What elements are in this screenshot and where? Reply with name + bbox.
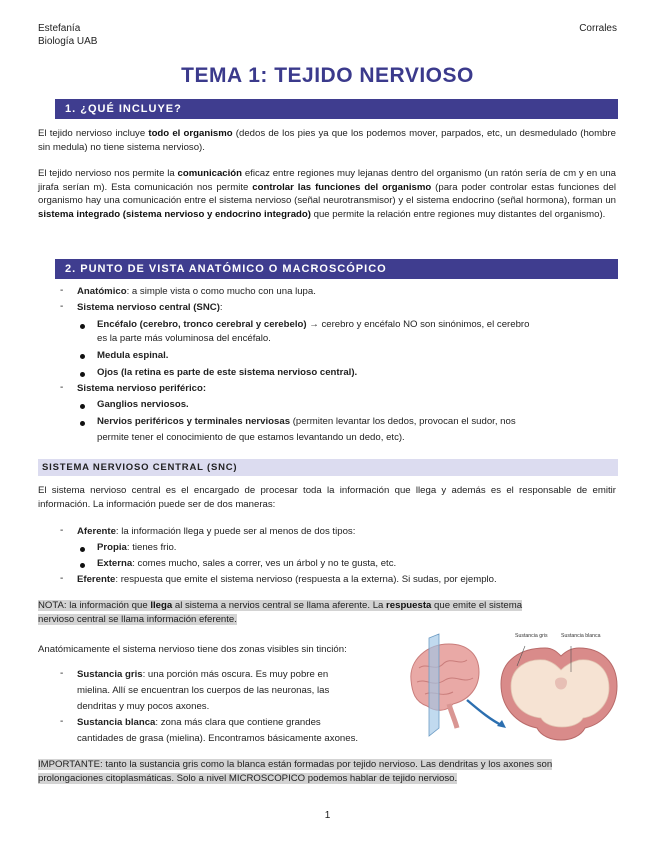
list-item: Nervios periféricos y terminales nerviosas (permiten levantar los dedos, provocan el sudor, nos bbox=[97, 416, 516, 427]
course-name: Biología UAB bbox=[38, 36, 98, 47]
bullet-icon bbox=[80, 404, 85, 409]
dash-marker: - bbox=[60, 573, 64, 584]
nota-paragraph: NOTA: la información que llega al sistema a nervios central se llama aferente. La respuesta que emite el sistema nervioso central se llama información eferente. bbox=[38, 600, 523, 625]
page-title: TEMA 1: TEJIDO NERVIOSO bbox=[181, 64, 474, 87]
dash-marker: - bbox=[60, 668, 64, 679]
white-matter-label: Sustancia blanca bbox=[561, 633, 601, 639]
list-item: Encéfalo (cerebro, tronco cerebral y cerebelo) → cerebro y encéfalo NO son sinónimos, el cerebro bbox=[97, 319, 530, 330]
bullet-icon bbox=[80, 563, 85, 568]
list-item: Anatómico: a simple vista o como mucho con una lupa. bbox=[77, 286, 316, 297]
dash-marker: - bbox=[60, 716, 64, 727]
list-item: Ganglios nerviosos. bbox=[97, 399, 189, 410]
list-item: Propia: tienes frio. bbox=[97, 542, 177, 553]
bullet-icon bbox=[80, 372, 85, 377]
list-item: Sustancia blanca: zona más clara que contiene grandes bbox=[77, 717, 321, 728]
author-first-name: Estefanía bbox=[38, 23, 81, 34]
snc-heading: SISTEMA NERVIOSO CENTRAL (SNC) bbox=[38, 459, 618, 476]
gray-matter-label: Sustancia gris bbox=[515, 633, 548, 639]
header-left bbox=[38, 22, 97, 48]
bullet-icon bbox=[80, 547, 85, 552]
list-item: Externa: comes mucho, sales a correr, ves un árbol y no te gusta, etc. bbox=[97, 558, 397, 569]
bullet-icon bbox=[80, 354, 85, 359]
list-item-continuation: mielina. Allí se encuentran los cuerpos de las neuronas, las bbox=[77, 685, 330, 696]
section2-heading: 2. PUNTO DE VISTA ANATÓMICO O MACROSCÓPICO bbox=[55, 259, 618, 279]
section-plane bbox=[429, 634, 439, 736]
section1-heading: 1. ¿QUÉ INCLUYE? bbox=[55, 99, 618, 119]
list-item: Sustancia gris: una porción más oscura. Es muy pobre en bbox=[77, 669, 329, 680]
section1-paragraph1: El tejido nervioso incluye todo el organismo (dedos de los pies ya que los podemos mover, parpados, etc, un desmedulado (hombre sin medula) no tiene sistema nervioso). bbox=[38, 128, 616, 153]
list-item-continuation: permite tener el conocimiento de que estamos levantando un dedo, etc). bbox=[97, 432, 405, 443]
list-item: Eferente: respuesta que emite el sistema nervioso (respuesta a la externa). Si sudas, por ejemplo. bbox=[77, 574, 497, 585]
list-item: Aferente: la información llega y puede ser al menos de dos tipos: bbox=[77, 526, 356, 537]
list-item: Sistema nervioso periférico: bbox=[77, 383, 207, 394]
list-item-continuation: dendritas y muy pocos axones. bbox=[77, 701, 210, 712]
brain-illustration bbox=[405, 632, 618, 752]
list-item: Ojos (la retina es parte de este sistema nervioso central). bbox=[97, 367, 358, 378]
bullet-icon bbox=[80, 324, 85, 329]
page-number: 1 bbox=[324, 810, 331, 821]
snc-paragraph: El sistema nervioso central es el encargado de procesar toda la información que llega y además es el responsable de emitir información. La información puede ser de dos maneras: bbox=[38, 485, 616, 510]
list-item-continuation: cantidades de grasa (mielina). Encontramos básicamente axones. bbox=[77, 733, 359, 744]
list-item: Medula espinal. bbox=[97, 350, 169, 361]
author-last-name: Corrales bbox=[579, 23, 617, 34]
dash-marker: - bbox=[60, 301, 64, 312]
anatomic-paragraph: Anatómicamente el sistema nervioso tiene dos zonas visibles sin tinción: bbox=[38, 644, 347, 655]
bullet-icon bbox=[80, 421, 85, 426]
brain-stem bbox=[449, 704, 457, 728]
dash-marker: - bbox=[60, 382, 64, 393]
dash-marker: - bbox=[60, 285, 64, 296]
arrow-line bbox=[467, 700, 503, 726]
dash-marker: - bbox=[60, 525, 64, 536]
list-item: Sistema nervioso central (SNC): bbox=[77, 302, 223, 313]
important-paragraph: IMPORTANTE: tanto la sustancia gris como la blanca están formadas por tejido nervioso. Las dendritas y los axones son prolongaciones citoplasmáticas. Solo a nivel MICROSCOPICO podemos hablar de tejido nervioso. bbox=[38, 759, 553, 784]
list-item-continuation: es la parte más voluminosa del encéfalo. bbox=[97, 333, 271, 344]
section1-paragraph2: El tejido nervioso nos permite la comunicación eficaz entre regiones muy lejanas dentro del organismo (un ratón sería de cm y en una jirafa serían m). Esta comunicación nos permite controlar las funciones del organismo (para poder controlar estas funciones del organismo hay una comunicación entre el sistema nervioso (señal neurotransmisor) y el sistema endocrino (señal hormona), forman un sistema integrado (sistema nervioso y endocrino integrado) que permite la relación entre regiones muy distantes del organismo). bbox=[38, 168, 616, 220]
